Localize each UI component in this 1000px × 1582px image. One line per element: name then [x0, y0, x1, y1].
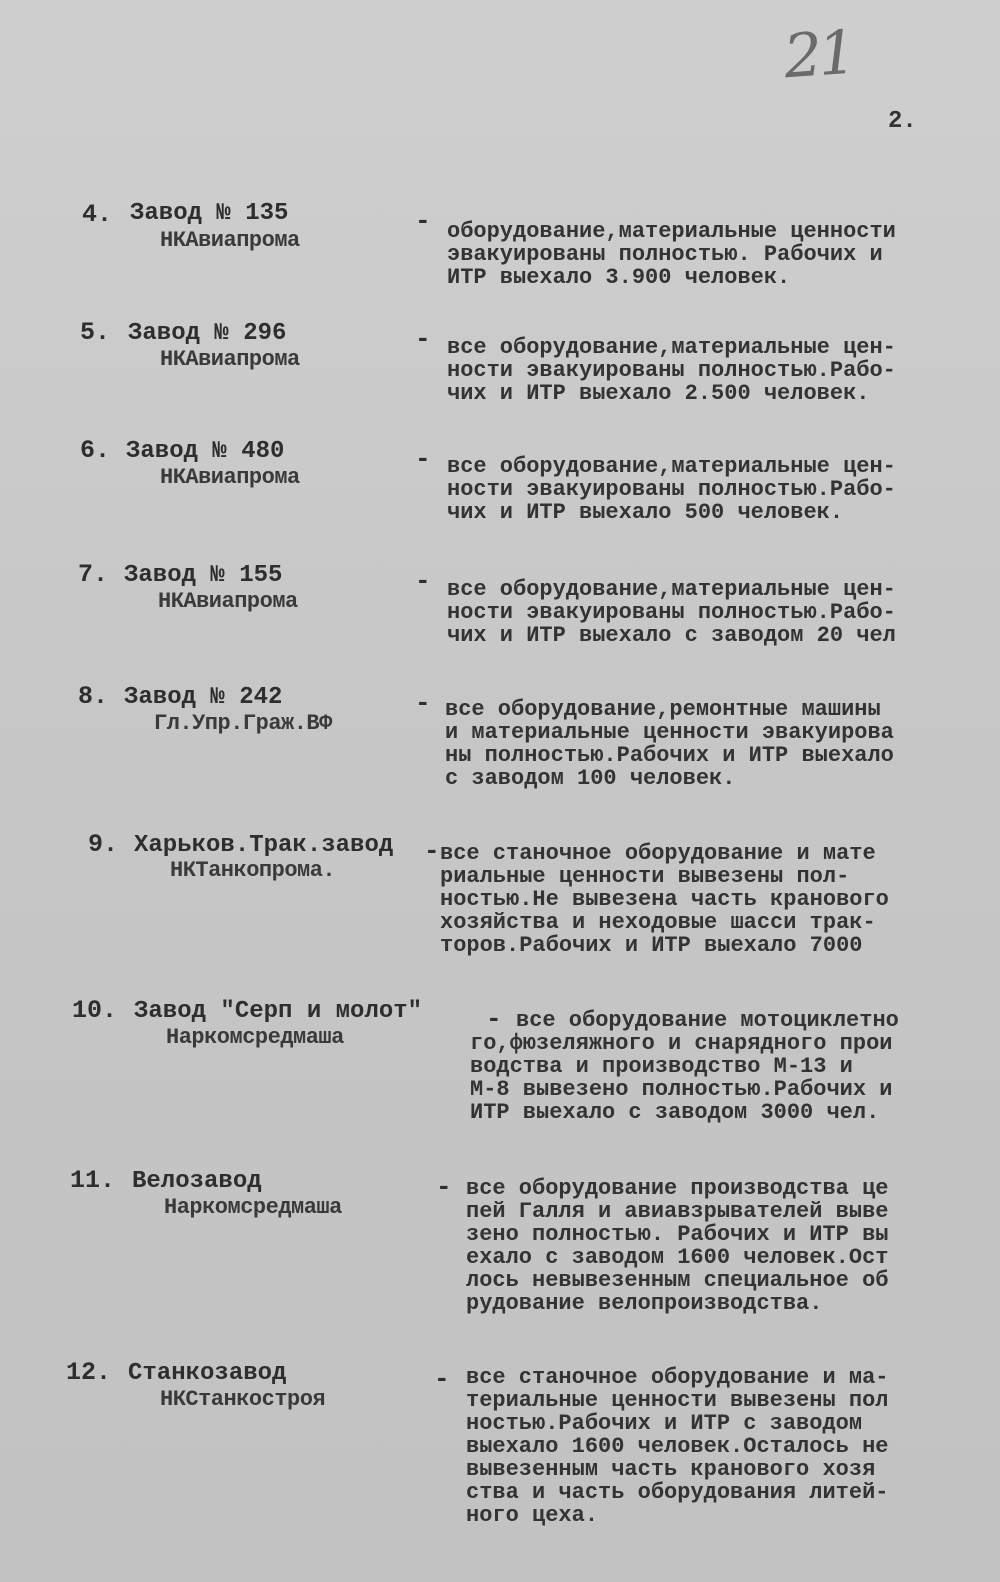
description-line: ехало с заводом 1600 человек.Ост — [466, 1245, 889, 1270]
ministry-name: НКАвиапрома — [158, 589, 298, 614]
factory-name: Завод № 242 — [124, 684, 283, 711]
separator-dash: - — [415, 566, 431, 596]
ministry-name: Наркомсредмаша — [164, 1195, 342, 1220]
description-line: зено полностью. Рабочих и ИТР вы — [466, 1222, 889, 1247]
description-line: чих и ИТР выехало с заводом 20 чел — [447, 623, 896, 648]
description-line: эвакуированы полностью. Рабочих и — [447, 242, 883, 267]
separator-dash: - — [486, 1004, 502, 1034]
entry-description — [447, 578, 896, 647]
ministry-name: Гл.Упр.Граж.ВФ — [154, 711, 332, 736]
separator-dash: - — [434, 1364, 450, 1394]
description-line: все станочное оборудование и ма- — [466, 1365, 889, 1390]
description-line: М-8 вывезено полностью.Рабочих и — [470, 1077, 893, 1102]
factory-name: Станкозавод — [128, 1360, 287, 1387]
description-line: оборудование,материальные ценности — [447, 219, 896, 244]
factory-name: Завод "Серп и молот" — [134, 998, 423, 1025]
description-line: все оборудование производства це — [466, 1176, 889, 1201]
description-line: чих и ИТР выехало 2.500 человек. — [447, 381, 870, 406]
entry-description — [466, 1366, 888, 1527]
description-line: ности эвакуированы полностью.Рабо- — [447, 477, 896, 502]
item-number: 4. — [82, 200, 113, 229]
description-line: ИТР выехало с заводом 3000 чел. — [470, 1100, 880, 1125]
item-number: 7. — [78, 560, 109, 589]
description-line: териальные ценности вывезены пол — [466, 1388, 889, 1413]
description-line: ны полностью.Рабочих и ИТР выехало — [445, 743, 894, 768]
description-line: ностью.Не вывезена часть кранового — [440, 887, 889, 912]
description-line: ности эвакуированы полностью.Рабо- — [447, 358, 896, 383]
description-line: хозяйства и неходовые шасси трак- — [440, 910, 876, 935]
item-number: 6. — [80, 436, 111, 465]
item-number: 12. — [66, 1358, 112, 1387]
factory-name: Завод № 480 — [126, 438, 285, 465]
description-line: все оборудование,материальные цен- — [447, 335, 896, 360]
description-line: ства и часть оборудования литей- — [466, 1480, 889, 1505]
separator-dash: - — [424, 836, 440, 866]
description-line: водства и производство М-13 и — [470, 1054, 853, 1079]
description-line: вывезенным часть кранового хозя — [466, 1457, 876, 1482]
description-line: рудование велопроизводства. — [466, 1291, 823, 1316]
ministry-name: НКАвиапрома — [160, 465, 300, 490]
description-line: с заводом 100 человек. — [445, 766, 736, 791]
ministry-name: НКСтанкостроя — [160, 1387, 326, 1412]
entry-description — [470, 1009, 899, 1124]
factory-name: Харьков.Трак.завод — [134, 832, 394, 859]
description-line: все оборудование,материальные цен- — [447, 454, 896, 479]
description-line: ИТР выехало 3.900 человек. — [447, 265, 791, 290]
ministry-name: НКАвиапрома — [160, 228, 300, 253]
description-line: ного цеха. — [466, 1503, 599, 1528]
archive-folio-number: 21 — [781, 17, 855, 93]
separator-dash: - — [436, 1172, 452, 1202]
factory-name: Завод № 135 — [130, 200, 289, 227]
entry-description — [445, 698, 894, 790]
separator-dash: - — [415, 444, 431, 474]
ministry-name: НКАвиапрома — [160, 347, 300, 372]
description-line: все оборудование мотоциклетно — [516, 1008, 899, 1033]
description-line: ностью.Рабочих и ИТР с заводом — [466, 1411, 863, 1436]
ministry-name: НКТанкопрома. — [170, 858, 336, 883]
description-line: все оборудование,ремонтные машины — [445, 697, 881, 722]
description-line: торов.Рабочих и ИТР выехало 7000 — [440, 933, 863, 958]
entry-description — [466, 1177, 888, 1315]
description-line: все станочное оборудование и мате — [440, 841, 876, 866]
description-line: ности эвакуированы полностью.Рабо- — [447, 600, 896, 625]
item-number: 5. — [80, 318, 111, 347]
item-number: 8. — [78, 682, 109, 711]
factory-name: Завод № 296 — [128, 320, 287, 347]
description-line: пей Галля и авиавзрывателей выве — [466, 1199, 889, 1224]
description-line: лось невывезенным специальное об — [466, 1268, 889, 1293]
description-line: риальные ценности вывезены пол- — [440, 864, 850, 889]
entry-description — [440, 842, 889, 957]
ministry-name: Наркомсредмаша — [166, 1025, 344, 1050]
description-line: и материальные ценности эвакуирова — [445, 720, 894, 745]
entry-description — [447, 220, 896, 289]
separator-dash: - — [415, 688, 431, 718]
description-line: чих и ИТР выехало 500 человек. — [447, 500, 844, 525]
description-line: го,фюзеляжного и снарядного прои — [470, 1031, 893, 1056]
item-number: 9. — [88, 830, 119, 859]
entry-description — [447, 455, 896, 524]
factory-name: Завод № 155 — [124, 562, 283, 589]
entry-description — [447, 336, 896, 405]
separator-dash: - — [415, 206, 431, 236]
description-line: выехало 1600 человек.Осталось не — [466, 1434, 889, 1459]
item-number: 10. — [72, 996, 118, 1025]
description-line: все оборудование,материальные цен- — [447, 577, 896, 602]
item-number: 11. — [70, 1166, 116, 1195]
separator-dash: - — [415, 324, 431, 354]
page-number: 2. — [888, 108, 917, 135]
factory-name: Велозавод — [132, 1168, 262, 1195]
